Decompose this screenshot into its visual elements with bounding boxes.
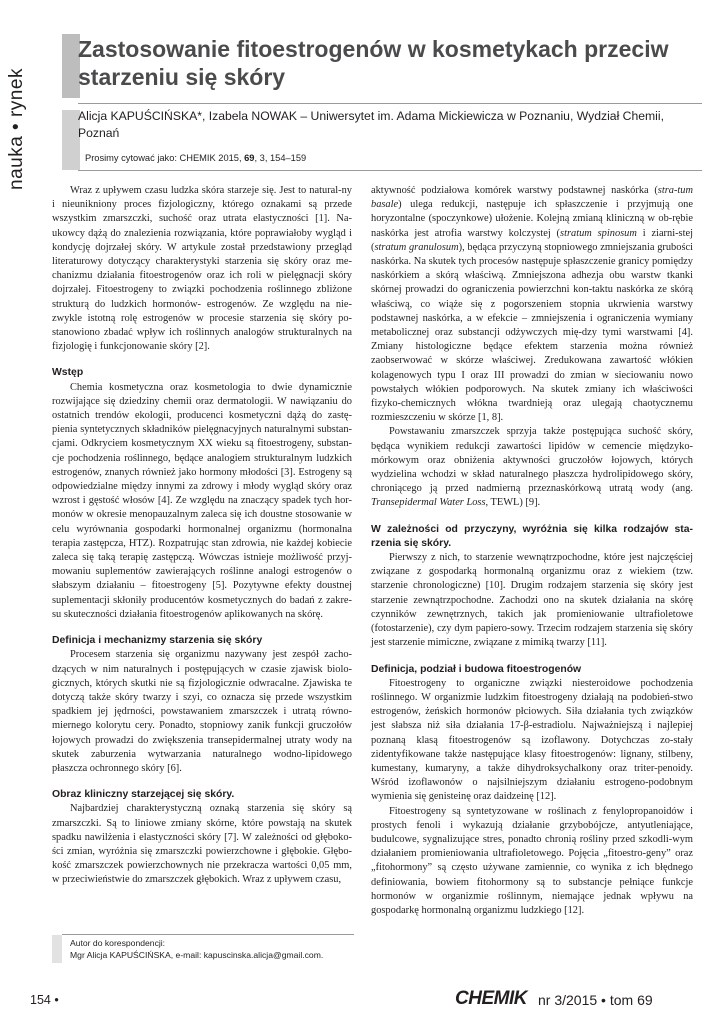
footnote-rule <box>62 934 354 935</box>
citation-prefix: Prosimy cytować jako: CHEMIK 2015, <box>85 153 245 163</box>
article-authors: Alicja KAPUŚCIŃSKA*, Izabela NOWAK – Uniwersytet im. Adama Mickiewicza w Poznaniu, Wydział Chemii, Poznań <box>78 109 664 140</box>
citation-volume: 69 <box>244 153 255 163</box>
heading-definicja: Definicja i mechanizmy starzenia się skóry <box>52 635 263 647</box>
wstep-paragraph: Chemia kosmetyczna oraz kosmetologia to dwie dynamicznie rozwijające się dziedziny chemii oraz dermatologii. W nawiązaniu do ostatnich trendów ekologii, producenci kosmetyczni dążą do zastę-pienia syntetycznych składników pielęgnacyjnych naturalnymi substan-cjami. Odkryciem kosmetycznym XX wieku są fitoestrogeny, substan-cje pochodzenia roślinnego, będące analogiem strukturalnym ludzkich estrogenów, znanych również jako hormony młodości [3]. Estrogeny są odpowiedzialne między innymi za zdrowy i młody wygląd skóry oraz wzrost i gęstość włosów [4]. Ze względu na znaczący spadek tych hor-monów w okresie menopauzalnym zaleca się ich doustne stosowanie w celu wyrównania gospodarki hormonalnej organizmu (hormonalna terapia zastępcza, HTZ). Rozpatrując stan zdrowia, nie każdej kobiecie zaleca się taką terapię zastępczą. Wówczas istnieje możliwość przyj-mowaniu suplementów zawierających roślinne analogi estrogenów o słabszym działaniu – fitoestrogeny [5]. Pozytywne efekty doustnej suplementacji skłoniły producentów kosmetycznych do badań z zakre-su skuteczności działania fitoestrogenów aplikowanych na skórę. <box>52 381 352 620</box>
footnote-accent <box>52 935 62 963</box>
cont-c: i ziarni-stej ( <box>371 227 693 253</box>
title-rule <box>78 103 702 104</box>
section-label-text: nauka • rynek <box>6 68 27 190</box>
citation-rule <box>78 170 702 171</box>
footnote-line-1: Autor do korespondencji: <box>70 938 166 948</box>
suchosc-b: , TEWL) [9]. <box>485 497 541 509</box>
cont-b-italic: stratum spinosum <box>560 227 637 239</box>
heading-fitoestrogeny: Definicja, podział i budowa fitoestrogenów <box>371 663 582 675</box>
zaleznosci-paragraph: Pierwszy z nich, to starzenie wewnątrzpochodne, które jest najczęściej związane z gospodarką hormonalną organizmu oraz z wiekiem (tzw. starzenie chronologiczne) [10]. Drugim rodzajem starzenia się skóry jest starzenie zewnątrzpochodne. Zachodzi ono na skutek działania na skórę czynników zewnętrznych, takich jak promieniowanie ultrafioletowe (fotostarzenie), czy dym papiero-sowy. Trzecim rodzajem starzenia się skóry jest starzenie mimiczne, związane z mimiką twarzy [11]. <box>371 552 693 649</box>
corresponding-author-note <box>70 937 360 961</box>
suchosc-paragraph <box>371 425 693 510</box>
suchosc-a: Powstawaniu zmarszczek sprzyja także postępująca suchość skóry, będąca wynikiem redukcji zawartości lipidów w cemencie międzyko-mórkowym oraz obniżenia aktywności gruczołów łojowych, których wydzielina wchodzi w skład naturalnego płaszcza hydrolipidowego skóry, chroniącego ją przed nadmierną przeznaskórkową utratą wody (ang. <box>371 426 693 495</box>
heading-obraz: Obraz kliniczny starzejącej się skóry. <box>52 789 235 801</box>
cont-a-italic: stra-tum basale <box>371 185 693 211</box>
footnote-line-2: Mgr Alicja KAPUŚCIŃSKA, e-mail: kapuscinska.alicja@gmail.com. <box>70 950 324 960</box>
cont-b: ) ulega redukcji, następuje ich spłaszczenie i przyjmują one horyzontalne (spoczynkowe) ułożenie. Kolejną zmianą kliniczną w ob-rębie naskórka jest atrofia warstwy kolczystej ( <box>371 199 693 239</box>
section-label <box>6 30 34 190</box>
journal-brand: CHEMIK <box>455 988 527 1009</box>
heading-wstep: Wstęp <box>52 367 84 379</box>
intro-paragraph: Wraz z upływem czasu ludzka skóra starzeje się. Jest to natural-ny i nieunikniony proces fizjologiczny, którego oznakami są przede wszystkim zmarszczki, suchość oraz utrata elastyczności [1]. Na-ukowcy dążą do znalezienia rozwiązania, które poprawiałoby wygląd i kondycję dojrzałej skóry. W artykule został przedstawiony przegląd literaturowy dotyczący charakterystyki starzenia się skóry oraz me-chanizmu działania fitoestrogenów oraz ich roli w pielęgnacji skóry dojrzałej. Fitoestrogeny to związki pochodzenia roślinnego zbliżone strukturą do ludzkich hormonów- estrogenów. Ze względu na nie-zwykle istotną rolę estrogenów w procesie starzenia się skóry po-stanowiono zbadać wpływ ich roślinnych analogów strukturalnych na fizjologię i funkcjonowanie skóry [2]. <box>52 185 352 353</box>
issue-info: nr 3/2015 • tom 69 <box>538 992 653 1008</box>
fitoestrogeny-paragraph-2: Fitoestrogeny są syntetyzowane w roślinach z fenylopropanoidów i prostych fenoli i wykazują działanie grzybobójcze, antyutleniające, budulcowe, sygnalizujące stres, ponadto chronią rośliny przed szkodli-wym działaniem promieniowania ultrafioletowego. Pojęcia „fitoestro-geny” oraz „fitohormony” są często używane zamiennie, co wynika z ich błędnego definiowania, bowiem fitohormony są to substancje pełniące funkcje hormonów w organizmie roślinnym, niemające jednak wpływu na gospodarkę hormonalną organizmu ludzkiego [12]. <box>371 805 693 916</box>
left-column <box>52 184 352 888</box>
right-column <box>371 184 693 918</box>
definicja-paragraph: Procesem starzenia się organizmu nazywany jest zespół zacho-dzących w nim naturalnych i postępujących w czasie zjawisk biolo-gicznych, których skutki nie są fizjologicznie odwracalne. Zjawiska te dotyczą także skóry twarzy i szyi, co oznacza się przede wszystkim spadkiem jej jędrności, powstawaniem zmarszczek i utratą równo-miernego kolorytu cery. Ponadto, stopniowy zanik funkcji gruczołów łojowych prowadzi do zwiększenia transepidermalnej utraty wody na skutek zaburzenia wytwarzania naturalnego wodno-lipidowego płaszcza ochronnego skóry [6]. <box>52 649 352 774</box>
citation-suffix: , 3, 154–159 <box>254 153 307 163</box>
continuation-paragraph <box>371 184 693 425</box>
fitoestrogeny-paragraph-1: Fitoestrogeny to organiczne związki niesteroidowe pochodzenia roślinnego. W organizmie ludzkim fitoestrogeny działają na podobień-stwo estrogenów, żeńskich hormonów płciowych. Siła działania tych związków jest słabsza niż siła działania 17-β-estradiolu. Najważniejszą i najlepiej poznaną klasą fitoestrogenów są izoflawony. Dotychczas zo-stały zidentyfikowane także następujące klasy fitoestrogenów: lignany, stilbeny, kumestany, kumaryny, a także dihydroksychalkony oraz triter-penoidy. Wśród izoflawonów o najsilniejszym działaniu estrogeno-podobnym wymienia się genisteinę oraz daidzeinę [12]. <box>371 677 693 803</box>
suchosc-italic: Transepidermal Water Loss <box>371 497 486 509</box>
heading-zaleznosci: W zależności od przyczyny, wyróżnia się kilka rodzajów sta-rzenia się skóry. <box>371 523 693 549</box>
obraz-paragraph: Najbardziej charakterystyczną oznaką starzenia się skóry są zmarszczki. Są to liniowe zmiany skórne, które powstają na skutek spadku nawilżenia i elastyczności skóry [7]. W zależności od głęboko-ści zmian, wyróżnia się zmarszczki powierzchowne i głębokie. Głębo-kość zmarszczek powierzchownych nie przekracza wartości 0,05 mm, w przeciwieństwie do zmarszczek głębokich. Wraz z upływem czasu, <box>52 803 352 886</box>
cont-c-italic: stratum granulosum <box>374 241 459 253</box>
cont-a: aktywność podziałowa komórek warstwy podstawnej naskórka ( <box>371 185 658 196</box>
article-title: Zastosowanie fitoestrogenów w kosmetykach przeciw starzeniu się skóry <box>78 36 669 90</box>
cont-d: ), będąca przyczyną stopniowego zmniejszania grubości naskórka. Na skutek tych procesów następuje spłaszczenie granicy pomiędzy naskórkiem a skórą właściwą. Zmniejszona adhezja obu warstw tkanki skórnej prowadzi do ograniczenia powierzchni kon-taktu naskórka ze skórą właściwą, co wiąże się z pogorszeniem stopnia ukrwienia warstwy podstawnej naskórka, a w efekcie – zmniejszenia i ograniczenia wymiany metabolicznej oraz substancji odżywczych mię-dzy tymi warstwami [4]. Zmiany histologiczne będące efektem starzenia można również zaobserwować w skórze właściwej. Zredukowana zawartość włókien kolagenowych typu I oraz III prowadzi do zmian w sieciowaniu nowo powstałych włókien podporowych. Na skutek zmiany ich właściwości fizyko-chemicznych włókna twardnieją oraz ulegają chaotycznemu rozmieszczeniu w skórze [1, 8]. <box>371 241 693 424</box>
page-number: 154 • <box>30 993 59 1007</box>
citation-line <box>85 153 306 163</box>
